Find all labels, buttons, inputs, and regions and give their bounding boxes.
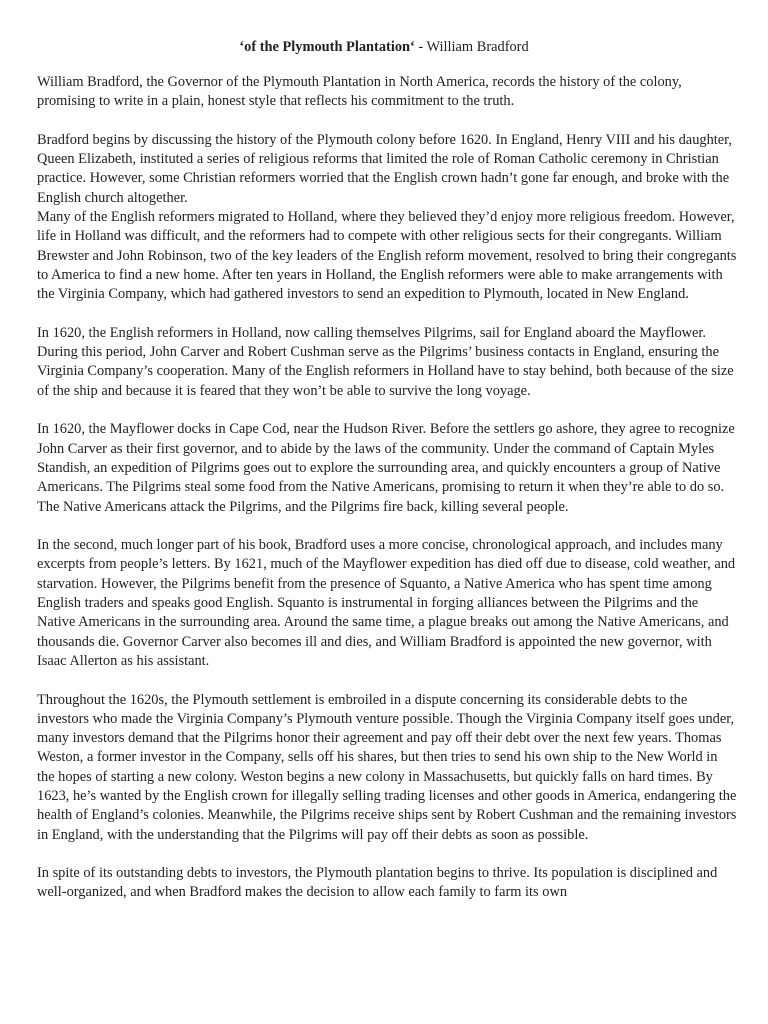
paragraph-holland: Many of the English reformers migrated to Holland, where they believed they’d enjoy more religious freedom. However, life in Holland was difficult, and the reformers had to compete with other religious sects for their congregants. William Brewster and John Robinson, two of the key leaders of the English reform movement, resolved to bring their congregants to America to find a new home. After ten years in Holland, the English reformers were able to make arrangements with the Virginia Company, which had gathered investors to send an expedition to Plymouth, located in New England. [37,209,737,303]
document-title [0,38,768,57]
paragraph-thrive: In spite of its outstanding debts to investors, the Plymouth plantation begins to thrive. Its population is disciplined and well-organized, and when Bradford makes the decision to allow each family to farm its own [37,865,718,901]
paragraph-second-part: In the second, much longer part of his book, Bradford uses a more concise, chronological approach, and includes many excerpts from people’s letters. By 1621, much of the Mayflower expedition has died off due to disease, cold weather, and starvation. However, the Pilgrims benefit from the presence of Squanto, a Native America who has spent time among English traders and speaks good English. Squanto is instrumental in forging alliances between the Pilgrims and the Native Americans in the surrounding area. Around the same time, a plague breaks out among the Native Americans, and thousands die. Governor Carver also becomes ill and dies, and William Bradford is appointed the new governor, with Isaac Allerton as his assistant. [37,537,736,669]
document-body [37,73,737,903]
paragraph-mayflower-voyage: In 1620, the English reformers in Holland, now calling themselves Pilgrims, sail for England aboard the Mayflower. During this period, John Carver and Robert Cushman serve as the Pilgrims’ business contacts in England, ensuring the Virginia Company’s cooperation. Many of the English reformers in Holland have to stay behind, both because of the size of the ship and because it is feared that they won’t be able to survive the long voyage. [37,324,734,399]
title-work: ‘of the Plymouth Plantation‘ [239,39,415,55]
paragraph-history: Bradford begins by discussing the history of the Plymouth colony before 1620. In England, Henry VIII and his daughter, Queen Elizabeth, instituted a series of religious reforms that limited the role of Roman Catholic ceremony in Christian practice. However, some Christian reformers worried that the English crown hadn’t gone far enough, and broke with the English church altogether. [37,131,732,206]
paragraph-cape-cod: In 1620, the Mayflower docks in Cape Cod, near the Hudson River. Before the settlers go ashore, they agree to recognize John Carver as their first governor, and to abide by the laws of the community. Under the command of Captain Myles Standish, an expedition of Pilgrims goes out to explore the surrounding area, and quickly encounters a group of Native Americans. The Pilgrims steal some food from the Native Americans, promising to return it when they’re able to do so. The Native Americans attack the Pilgrims, and the Pilgrims fire back, killing several people. [37,421,735,515]
title-author: - William Bradford [414,39,529,55]
paragraph-debts: Throughout the 1620s, the Plymouth settlement is embroiled in a dispute concerning its considerable debts to the investors who made the Virginia Company’s Plymouth venture possible. Though the Virginia Company itself goes under, many investors demand that the Pilgrims honor their agreement and pay off their debt over the next few years. Thomas Weston, a former investor in the Company, sells off his shares, but then tries to send his own ship to the New World in the hopes of starting a new colony. Weston begins a new colony in Massachusetts, but quickly falls on hard times. By 1623, he’s wanted by the English crown for illegally selling trading licenses and other goods in America, endangering the health of England’s colonies. Meanwhile, the Pilgrims receive ships sent by Robert Cushman and the remaining investors in England, with the understanding that the Pilgrims will pay off their debts as soon as possible. [37,691,737,843]
paragraph-intro: William Bradford, the Governor of the Plymouth Plantation in North America, records the history of the colony, promising to write in a plain, honest style that reflects his commitment to the truth. [37,74,682,110]
